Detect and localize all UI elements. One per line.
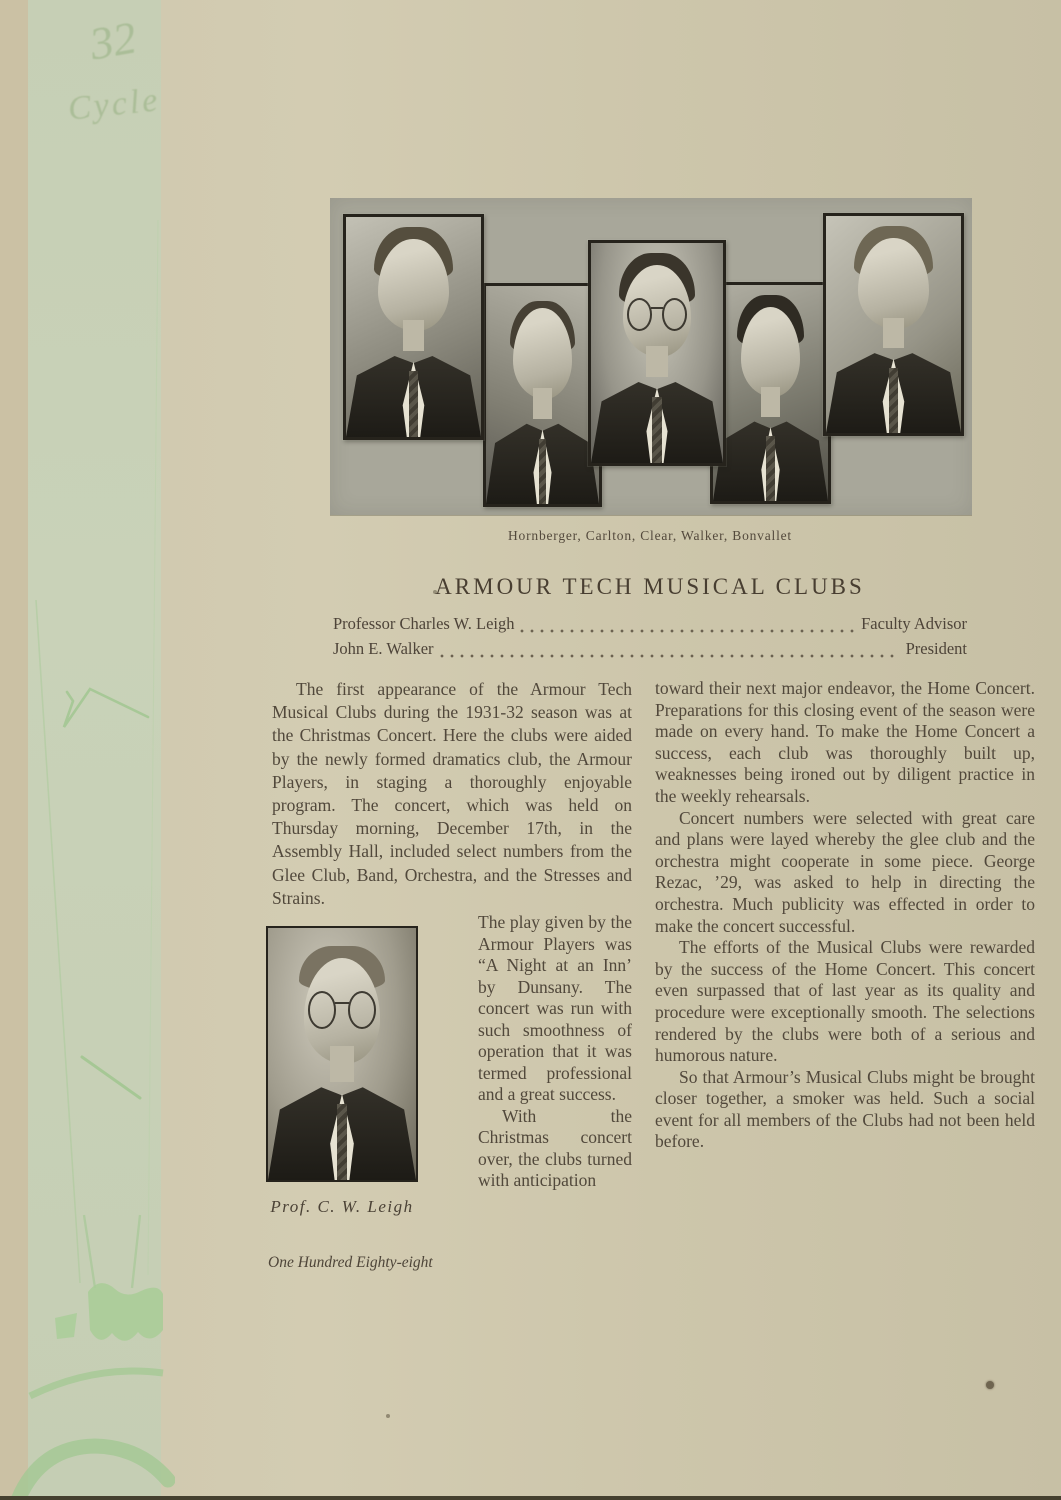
portrait-photo-clear <box>588 240 726 466</box>
paragraph: The first appearance of the Armour Tech Musical Clubs during the 1931-32 season was at the Christmas Concert. Here the clubs were aided by the newly formed dramatics club, the Armour Players, in staging a thoroughly enjoyable program. The concert, which was held on Thursday morning, December 17th, in the Assembly Hall, included select numbers from the Glee Club, Band, Orchestra, and the Stresses and Strains. <box>272 679 632 908</box>
show-through-number: 32 <box>85 11 141 70</box>
glasses-bridge <box>651 307 664 309</box>
bust-neck <box>761 387 779 417</box>
page-title: ARMOUR TECH MUSICAL CLUBS <box>435 574 865 599</box>
roster-row-faculty-advisor <box>333 614 967 639</box>
officer-roster <box>333 614 967 664</box>
portrait-photo-bonvallet <box>823 213 964 436</box>
portrait-photo <box>486 286 599 504</box>
bust-neck <box>330 1046 354 1081</box>
page-bottom-edge <box>0 1496 1061 1500</box>
prof-leigh-photo <box>266 926 418 1182</box>
bust-tie <box>409 371 418 437</box>
portrait-photo-walker <box>710 282 831 504</box>
glasses-icon <box>625 298 688 331</box>
bust-neck <box>646 346 667 377</box>
portrait-photo <box>591 243 723 463</box>
portrait-photo-carlton <box>483 283 602 507</box>
glasses-lens <box>627 298 652 331</box>
dotted-leader <box>520 614 855 639</box>
portrait-photo <box>346 217 481 437</box>
bust-tie <box>766 436 774 501</box>
bust-tie <box>539 439 547 504</box>
paragraph: toward their next major endeavor, the Home Concert. Preparations for this closing event of the season were made on every hand. To make the Home Concert a success, each club was thoroughly built up, weaknesses being ironed out by diligent practice in the weekly rehearsals. <box>655 678 1035 806</box>
collage-caption: Hornberger, Carlton, Clear, Walker, Bonvallet <box>508 528 792 543</box>
portrait-photo-hornberger <box>343 214 484 440</box>
ink-speck <box>386 1414 390 1418</box>
glasses-lens <box>662 298 687 331</box>
text-wrap-beside-photo <box>478 912 632 1192</box>
bust-neck <box>883 318 905 348</box>
paragraph: The efforts of the Musical Clubs were rewarded by the success of the Home Concert. This concert even surpassed that of last year as its quality and procedure were exceptionally smooth. The selections rendered by the clubs were both of a serious and humorous nature. <box>655 937 1035 1066</box>
paragraph: With the Christmas concert over, the clubs turned with anticipation <box>478 1105 632 1191</box>
dotted-leader <box>440 639 900 664</box>
page-number-words: One Hundred Eighty-eight <box>268 1254 433 1271</box>
group-photo-collage <box>330 198 972 515</box>
ink-speck <box>986 1381 994 1389</box>
prof-leigh-figure <box>266 926 418 1217</box>
show-through-word: Cycle <box>66 81 163 128</box>
green-pencil-doodles <box>0 0 175 1500</box>
article-right-column <box>655 678 1035 1192</box>
roster-role: President <box>905 639 967 658</box>
prof-leigh-caption: Prof. C. W. Leigh <box>270 1197 414 1216</box>
roster-role: Faculty Advisor <box>861 614 967 633</box>
bust-tie <box>337 1104 347 1180</box>
bust-tie <box>652 397 661 463</box>
bust-neck <box>533 388 551 419</box>
bust-tie <box>889 368 898 433</box>
bust-head <box>378 239 448 331</box>
roster-name: John E. Walker <box>333 639 434 658</box>
portrait-photo <box>713 285 828 501</box>
roster-row-president <box>333 639 967 664</box>
glasses-lens <box>348 991 376 1029</box>
glasses-bridge <box>335 1002 349 1004</box>
glasses-icon <box>306 991 377 1029</box>
paragraph: So that Armour’s Musical Clubs might be brought closer together, a smoker was held. Such a social event for all members of the Clubs had not been held before. <box>655 1066 1035 1152</box>
bust-neck <box>403 320 425 351</box>
paragraph: The play given by the Armour Players was “A Night at an Inn’ by Dunsany. The concert was run with such smoothness of operation that it was termed professional and a great success. <box>478 912 632 1105</box>
paragraph: Concert numbers were selected with great care and plans were layed whereby the glee club and the orchestra might cooperate in some piece. George Rezac, ’29, was asked to help in directing the orchestra. Much publicity was effected in order to make the concert successful. <box>655 807 1035 936</box>
roster-name: Professor Charles W. Leigh <box>333 614 515 633</box>
portrait-photo <box>826 216 961 433</box>
glasses-lens <box>308 991 336 1029</box>
